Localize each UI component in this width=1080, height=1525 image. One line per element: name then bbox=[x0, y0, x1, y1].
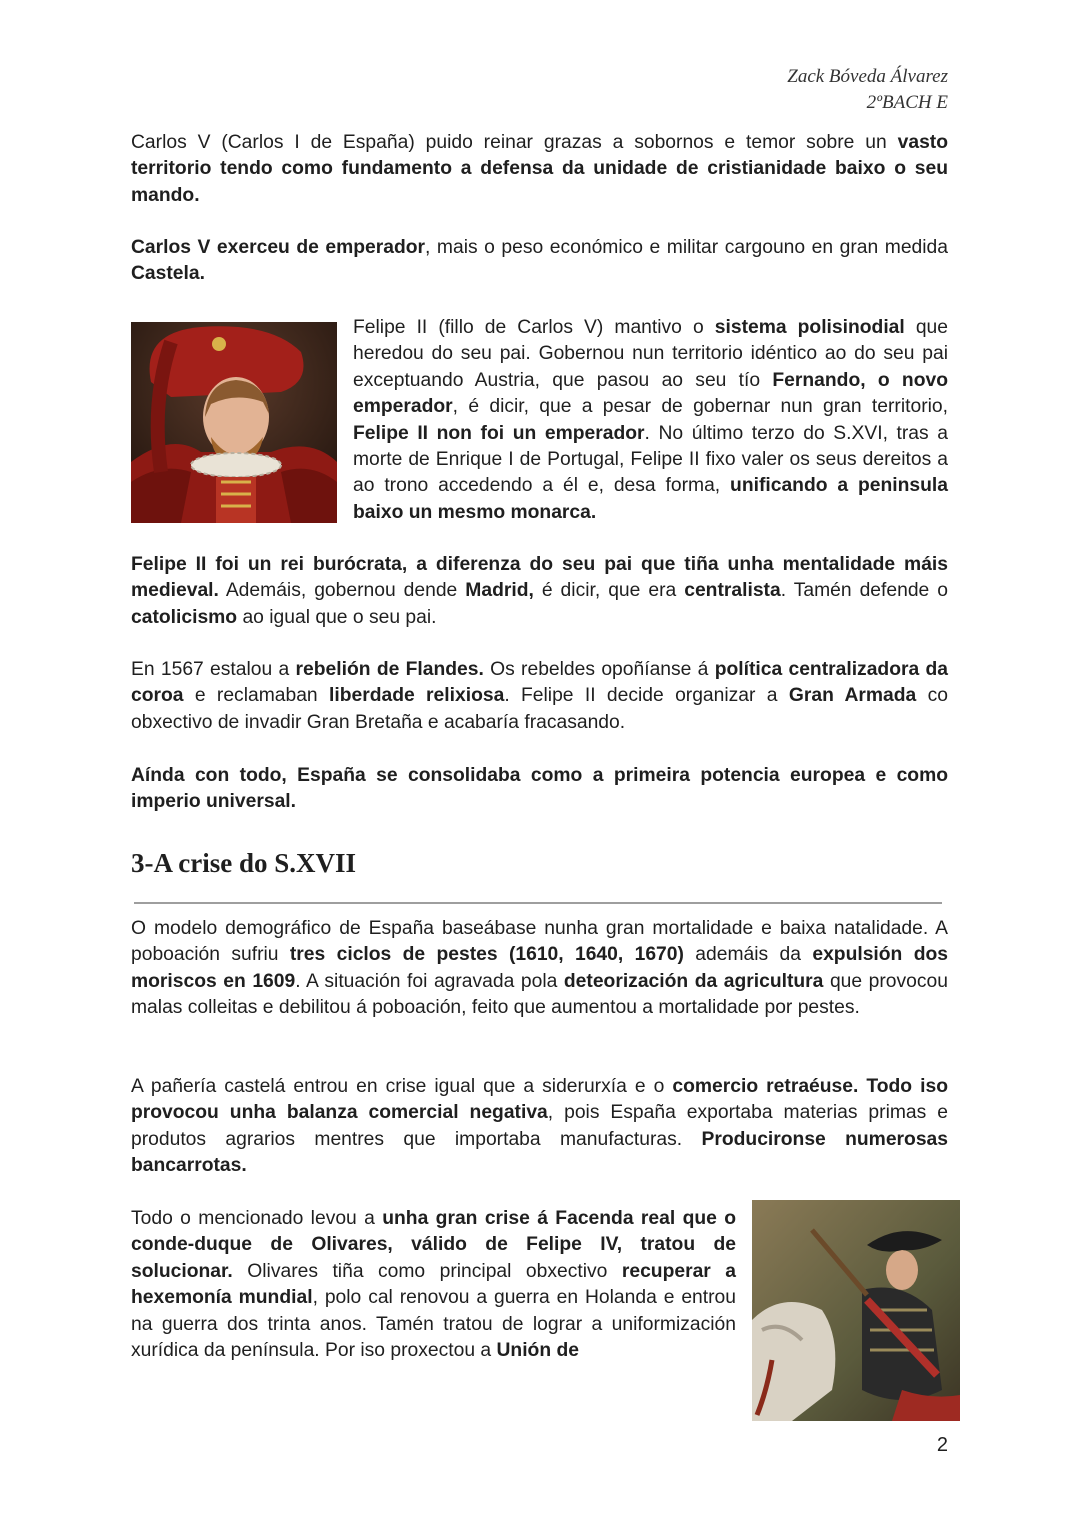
bold-run: unha gran crise á Facenda real que o conde-duque de Olivares, válido de Felipe IV, tratou de solucionar. bbox=[131, 1208, 737, 1282]
section-title: 3-A crise do S.XVII bbox=[131, 848, 357, 878]
text-run: que provocou malas colleitas e debilitou á poboación, feito que aumentou a mortalidade por pestes. bbox=[131, 970, 948, 1019]
bold-run: comercio retraéuse. Todo iso provocou unha balanza comercial negativa bbox=[131, 1076, 948, 1124]
text-run: . Felipe II decide organizar a bbox=[504, 685, 789, 707]
paragraph-demografia bbox=[131, 916, 948, 1022]
text-run: ademáis da bbox=[683, 944, 813, 966]
bold-run: Felipe II foi un rei burócrata, a diferenza do seu pai que tiña unha mentalidade máis medieval. bbox=[131, 554, 948, 602]
paragraph-flandes bbox=[131, 657, 948, 736]
text-run: En 1567 estalou a bbox=[131, 659, 296, 680]
felipe-ii-portrait bbox=[131, 322, 337, 523]
text-run: . No último terzo do S.XVI, tras a morte de Enrique I de Portugal, Felipe II fixo valer os seus dereitos a ao trono accedendo a él e, desa forma, bbox=[353, 422, 948, 497]
text-run: que heredou do seu pai. Gobernou nun territorio idéntico ao do seu pai exceptuando Austria, que pasou ao seu tío bbox=[353, 317, 948, 391]
text-run: . A situación foi agravada pola bbox=[295, 970, 564, 992]
text-run: Carlos V (Carlos I de España) puido reinar grazas a sobornos e temor sobre un bbox=[131, 132, 898, 153]
bold-run: catolicismo bbox=[131, 606, 238, 628]
text-run: Olivares tiña como principal obxectivo bbox=[232, 1260, 622, 1282]
paragraph-potencia bbox=[131, 763, 948, 816]
bold-run: Felipe II non foi un emperador bbox=[353, 422, 645, 444]
text-run: Ademáis, gobernou dende bbox=[218, 580, 466, 602]
text-run: ao igual que o seu pai. bbox=[237, 606, 437, 628]
text-run: , é dicir, que a pesar de gobernar nun gran territorio, bbox=[452, 396, 948, 418]
bold-run: Unión de bbox=[496, 1340, 579, 1362]
bold-run: sistema polisinodial bbox=[714, 317, 905, 338]
text-run: O modelo demográfico de España baseábase nunha gran mortalidade e baixa natalidade. A poboación sufriu bbox=[131, 918, 948, 966]
bold-run: rebelión de Flandes. bbox=[295, 659, 484, 680]
bold-run: Madrid, bbox=[465, 580, 534, 602]
text-run: Os rebeldes opoñíanse á bbox=[483, 659, 715, 680]
bold-run: Producironse numerosas bancarrotas. bbox=[131, 1128, 949, 1177]
bold-run: Fernando, o novo emperador bbox=[353, 369, 948, 418]
section-divider bbox=[134, 902, 942, 904]
bold-run: expulsión dos moriscos en 1609 bbox=[131, 944, 948, 992]
page-header bbox=[787, 64, 948, 116]
text-run: Felipe II (fillo de Carlos V) mantivo o bbox=[353, 317, 715, 338]
bold-run: tres ciclos de pestes (1610, 1640, 1670) bbox=[289, 944, 684, 966]
text-run: , pois España exportaba materias primas e produtos agrarios mentres que importaba manufacturas. bbox=[131, 1102, 948, 1150]
text-run: Todo o mencionado levou a bbox=[131, 1208, 383, 1229]
bold-run: recuperar a hexemonía mundial bbox=[131, 1260, 736, 1309]
bold-run: deteorización da agricultura bbox=[563, 970, 824, 992]
bold-run: unificando a peninsula baixo un mesmo monarca. bbox=[353, 475, 948, 523]
bold-run: Castela. bbox=[131, 263, 205, 285]
bold-run: política centralizadora da coroa bbox=[131, 659, 948, 707]
text-run: A pañería castelá entrou en crise igual que a siderurxía e o bbox=[131, 1076, 673, 1097]
author-name: Zack Bóveda Álvarez bbox=[787, 66, 948, 87]
text-run: e reclamaban bbox=[183, 685, 329, 707]
paragraph-comercio bbox=[131, 1074, 948, 1180]
olivares-portrait bbox=[752, 1200, 960, 1421]
bold-run: liberdade relixiosa bbox=[329, 685, 505, 707]
bold-run: centralista bbox=[684, 580, 781, 602]
paragraph-carlos-emperador bbox=[131, 235, 948, 288]
bold-run: Aínda con todo, España se consolidaba como a primeira potencia europea e como imperio universal. bbox=[131, 765, 948, 813]
bold-run: Carlos V exerceu de emperador bbox=[131, 237, 426, 258]
text-run: co obxectivo de invadir Gran Bretaña e acabaría fracasando. bbox=[131, 685, 948, 733]
paragraph-olivares bbox=[131, 1206, 736, 1364]
paragraph-felipe-burocrata bbox=[131, 552, 948, 631]
page-number: 2 bbox=[936, 1434, 948, 1456]
paragraph-felipe-ii bbox=[353, 315, 948, 526]
paragraph-carlos-v bbox=[131, 130, 948, 209]
bold-run: vasto territorio tendo como fundamento a defensa da unidade de cristianidade baixo o seu mando. bbox=[131, 132, 948, 206]
text-run: é dicir, que era bbox=[533, 580, 685, 602]
bold-run: Gran Armada bbox=[788, 685, 917, 707]
text-run: , mais o peso económico e militar cargouno en gran medida bbox=[425, 237, 948, 258]
text-run: , polo cal renovou a guerra en Holanda e entrou na guerra dos trinta anos. Tamén tratou de lograr a uniformización xurídica da península. Por iso proxectou a bbox=[131, 1287, 736, 1362]
class-label: 2ºBACH E bbox=[866, 92, 948, 113]
text-run: . Tamén defende o bbox=[780, 580, 948, 602]
